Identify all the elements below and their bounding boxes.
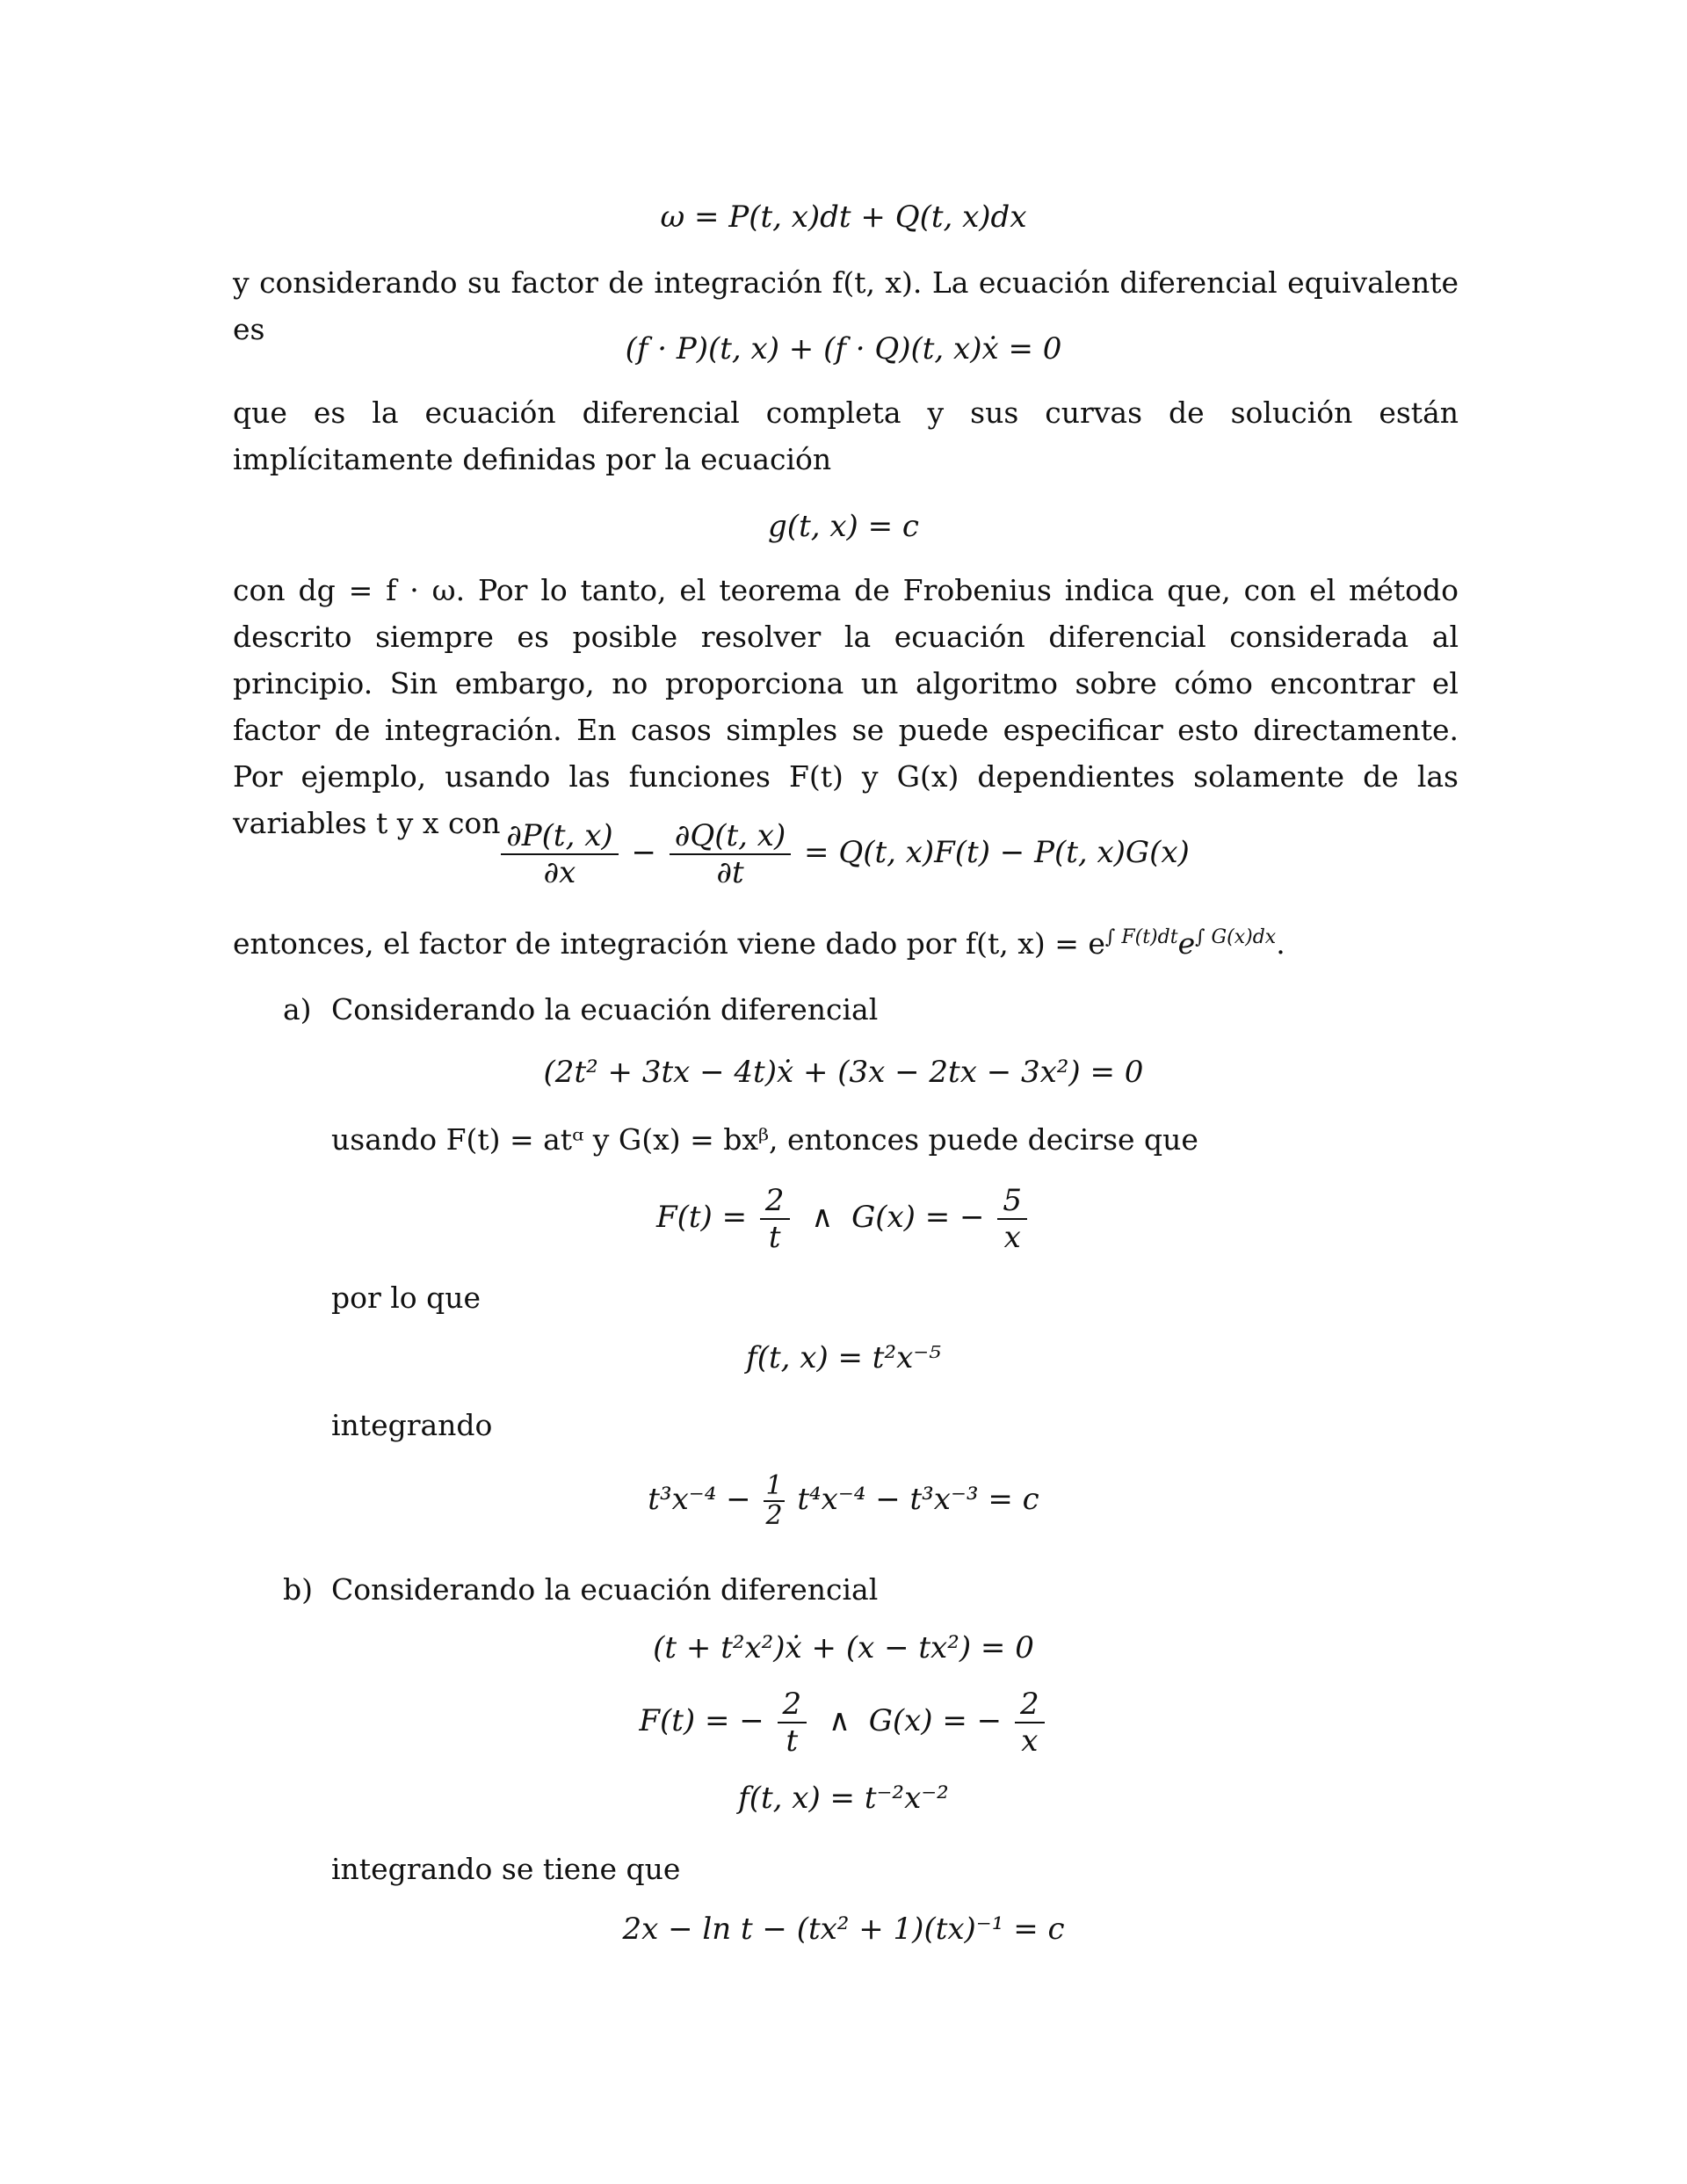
fraction-denominator: x xyxy=(1003,1220,1021,1255)
fraction-numerator: 2 xyxy=(1015,1687,1045,1723)
fraction-denominator: ∂t xyxy=(716,855,744,890)
item-b-solution: 2x − ln t − (tx² + 1)(tx)⁻¹ = c xyxy=(622,1912,1065,1947)
solution-suffix: t⁴x⁻⁴ − t³x⁻³ = c xyxy=(797,1482,1039,1517)
f-lhs: F(t) = − xyxy=(639,1703,764,1738)
fraction-one-half xyxy=(764,1472,784,1530)
fraction-numerator: 5 xyxy=(997,1183,1027,1220)
item-a-solution xyxy=(0,1464,1687,1535)
fraction-denominator: t xyxy=(786,1723,799,1759)
factor-formula-text: entonces, el factor de integración viene dado por f(t, x) = e xyxy=(233,926,1105,961)
item-b-label: b) xyxy=(283,1572,313,1607)
item-b-equation: (t + t²x²)ẋ + (x − tx²) = 0 xyxy=(653,1630,1034,1665)
fraction-numerator: ∂Q(t, x) xyxy=(670,818,791,855)
equation-frobenius-condition xyxy=(0,817,1687,890)
item-a-f-g-values xyxy=(0,1182,1687,1255)
fraction-numerator: 1 xyxy=(765,1470,783,1501)
equation-omega: ω = P(t, x)dt + Q(t, x)dx xyxy=(660,200,1027,235)
paragraph-integrating-factor: y considerando su factor de integración f(t, x). La ecuación diferencial equivalente es xyxy=(233,265,1459,346)
item-a-using: usando F(t) = atᵅ y G(x) = bxᵝ, entonces puede decirse que xyxy=(331,1122,1198,1157)
wedge-symbol: ∧ xyxy=(829,1703,851,1738)
paragraph-frobenius: con dg = f · ω. Por lo tanto, el teorema de Frobenius indica que, con el método descrito siempre es posible resolver la ecuación diferencial considerada al principio. Sin embargo, no proporciona un algoritmo sobre cómo encontrar el factor de integración. En casos simples se puede especificar esto directamente. Por ejemplo, usando las funciones F(t) y G(x) dependientes solamente de las variables t y x con xyxy=(233,573,1459,840)
fraction-numerator: 2 xyxy=(778,1687,807,1723)
equation-level-set: g(t, x) = c xyxy=(768,509,919,544)
exponent-integral-g: ∫ G(x)dx xyxy=(1195,926,1277,948)
solution-prefix: t³x⁻⁴ − xyxy=(648,1482,751,1517)
item-a-integrating: integrando xyxy=(331,1408,493,1442)
fraction-dq-dt xyxy=(670,818,791,890)
fraction-g xyxy=(997,1183,1027,1255)
fraction-numerator: 2 xyxy=(760,1183,790,1220)
fraction-denominator: x xyxy=(1021,1723,1039,1759)
fraction-denominator: ∂x xyxy=(543,855,576,890)
minus-sign: − xyxy=(631,835,656,870)
fraction-denominator: 2 xyxy=(765,1500,783,1531)
fraction-f xyxy=(760,1183,790,1255)
exp-base: e xyxy=(1177,926,1196,961)
exponent-integral-f: ∫ F(t)dt xyxy=(1104,926,1178,948)
item-a-so: por lo que xyxy=(331,1281,481,1315)
f-lhs: F(t) = xyxy=(656,1200,748,1235)
item-a-intro: Considerando la ecuación diferencial xyxy=(331,992,879,1027)
item-b-factor: f(t, x) = t⁻²x⁻² xyxy=(738,1781,949,1816)
fraction-f xyxy=(778,1687,807,1759)
g-lhs: G(x) = − xyxy=(851,1200,985,1235)
g-lhs: G(x) = − xyxy=(868,1703,1003,1738)
item-b-intro: Considerando la ecuación diferencial xyxy=(331,1572,879,1607)
item-a-factor: f(t, x) = t²x⁻⁵ xyxy=(746,1340,941,1375)
equation-scaled: (f · P)(t, x) + (f · Q)(t, x)ẋ = 0 xyxy=(625,331,1062,366)
fraction-g xyxy=(1015,1687,1045,1759)
paragraph-complete-equation: que es la ecuación diferencial completa y sus curvas de solución están implícitamente definidas por la ecuación xyxy=(233,395,1459,476)
period: . xyxy=(1276,926,1285,961)
fraction-denominator: t xyxy=(768,1220,781,1255)
item-b-integrating: integrando se tiene que xyxy=(331,1852,681,1886)
paragraph-factor-formula xyxy=(233,914,1459,967)
item-b-f-g-values xyxy=(0,1686,1687,1759)
item-a-label: a) xyxy=(283,992,312,1027)
equation-rhs: = Q(t, x)F(t) − P(t, x)G(x) xyxy=(804,835,1190,870)
wedge-symbol: ∧ xyxy=(811,1200,834,1235)
fraction-dp-dx xyxy=(501,818,618,890)
item-a-equation: (2t² + 3tx − 4t)ẋ + (3x − 2tx − 3x²) = 0 xyxy=(543,1055,1144,1090)
fraction-numerator: ∂P(t, x) xyxy=(501,818,618,855)
